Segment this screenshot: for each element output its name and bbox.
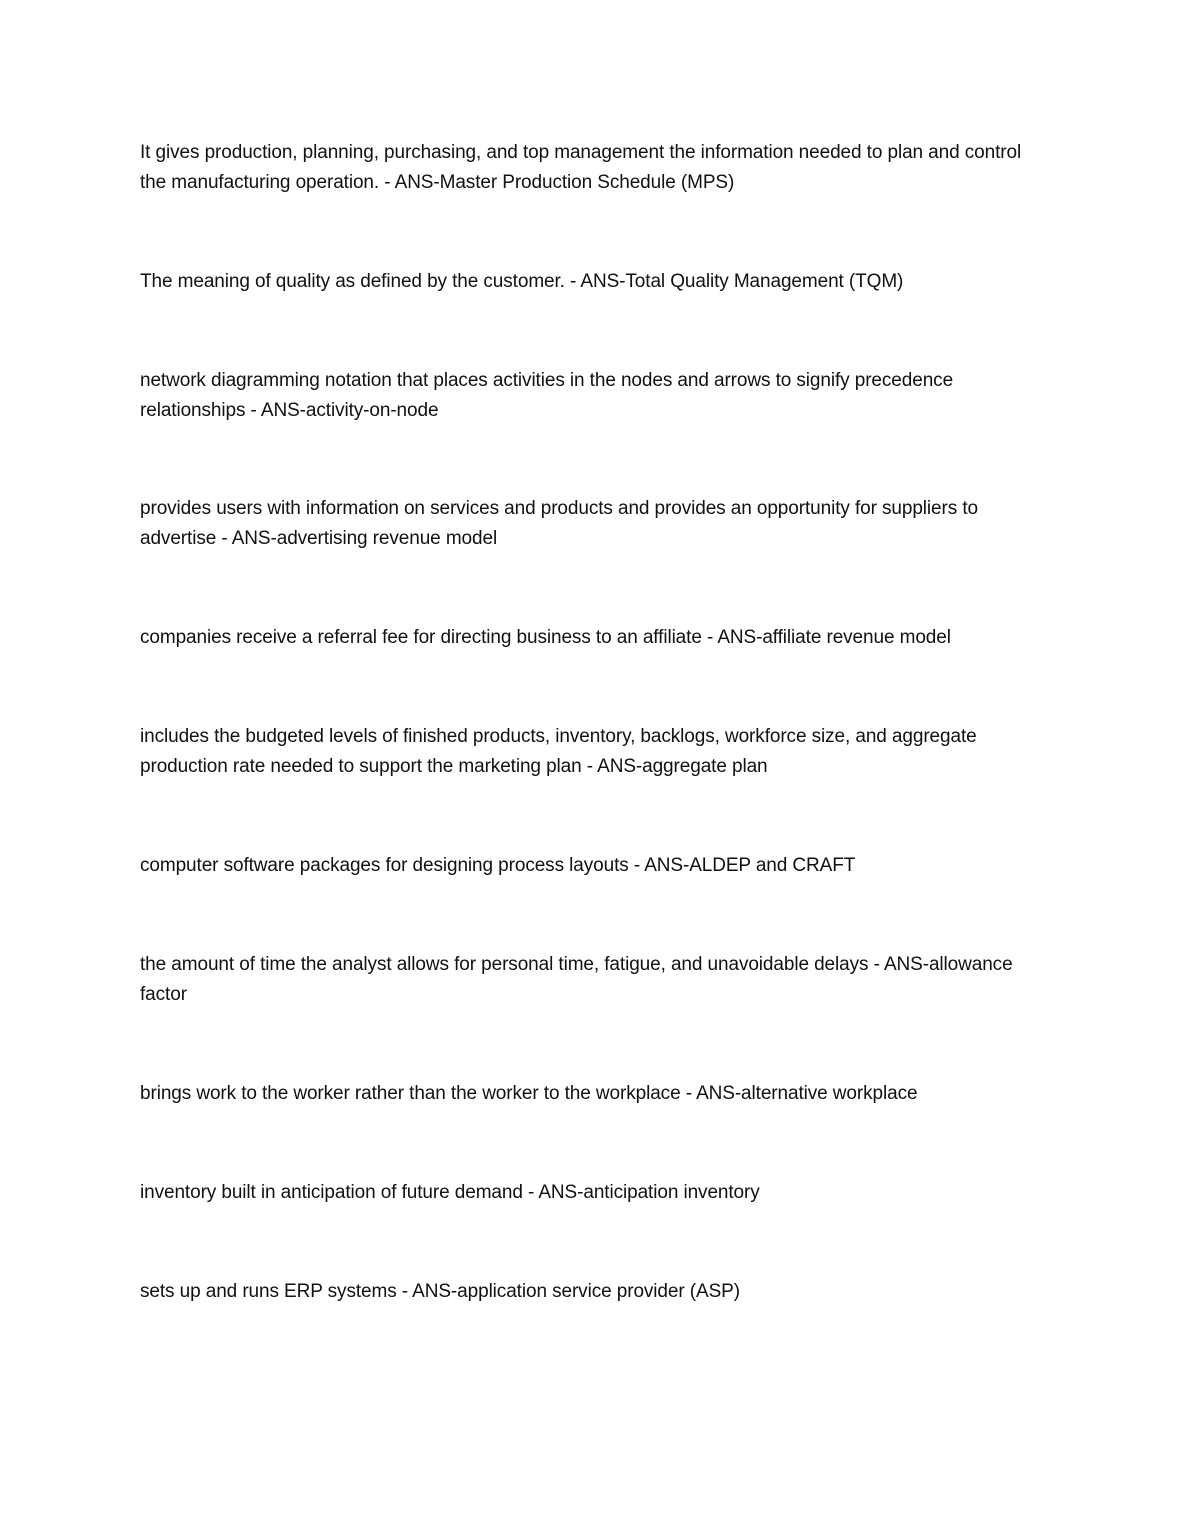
qa-entry: computer software packages for designing process layouts - ANS-ALDEP and CRAFT: [140, 855, 856, 876]
qa-entry: sets up and runs ERP systems - ANS-application service provider (ASP): [140, 1281, 740, 1302]
qa-entry: It gives production, planning, purchasing, and top management the information needed to plan and control the manufacturing operation. - ANS-Master Production Schedule (MPS): [140, 142, 1022, 193]
qa-entry: brings work to the worker rather than the worker to the workplace - ANS-alternative workplace: [140, 1083, 918, 1104]
qa-entry: network diagramming notation that places activities in the nodes and arrows to signify precedence relationships - ANS-activity-on-node: [140, 370, 954, 421]
qa-entry: inventory built in anticipation of future demand - ANS-anticipation inventory: [140, 1182, 760, 1203]
qa-entry: the amount of time the analyst allows for personal time, fatigue, and unavoidable delays - ANS-allowance factor: [140, 954, 1013, 1005]
qa-entry: companies receive a referral fee for directing business to an affiliate - ANS-affiliate revenue model: [140, 627, 951, 648]
qa-entry: includes the budgeted levels of finished products, inventory, backlogs, workforce size, and aggregate production rate needed to support the marketing plan - ANS-aggregate plan: [140, 726, 977, 777]
qa-entry: The meaning of quality as defined by the customer. - ANS-Total Quality Management (TQM): [140, 271, 904, 292]
qa-entry: provides users with information on services and products and provides an opportunity for suppliers to advertise - ANS-advertising revenue model: [140, 498, 978, 549]
